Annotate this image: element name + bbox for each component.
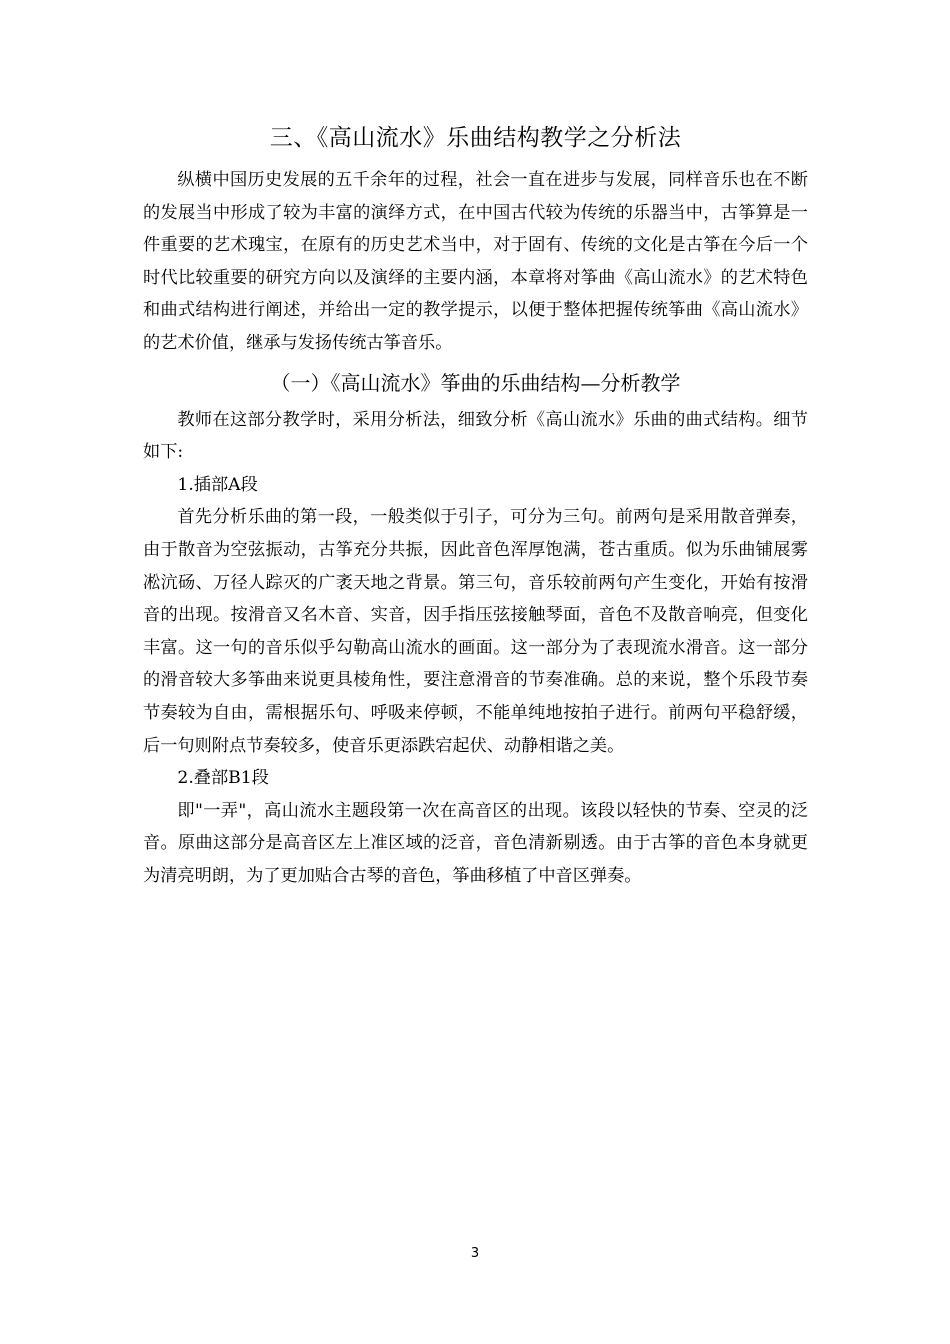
part2-heading: 2.叠部B1段 bbox=[177, 768, 269, 789]
part1-heading: 1.插部A段 bbox=[177, 474, 258, 495]
section-title: （一）《高山流水》筝曲的乐曲结构—分析教学 bbox=[270, 370, 681, 395]
part1-paragraph: 首先分析乐曲的第一段，一般类似于引子，可分为三句。前两句是采用散音弹奏，由于散音为空弦振动，古筝充分共振，因此音色浑厚饱满，苍古重质。似为乐曲铺展雾凇沆砀、万径人踪灭的广袤天地之背景。第三句，音乐较前两句产生变化，开始有按滑音的出现。按滑音又名木音、实音，因手指压弦接触琴面，音色不及散音响亮，但变化丰富。这一句的音乐似乎勾勒高山流水的画面。这一部分为了表现流水滑音。这一部分的滑音较大多筝曲来说更具棱角性，要注意滑音的节奏准确。总的来说，整个乐段节奏节奏较为自由，需根据乐句、呼吸来停顿，不能单纯地按拍子进行。前两句平稳舒缓，后一句则附点节奏较多，使音乐更添跌宕起伏、动静相谐之美。 bbox=[143, 507, 808, 756]
document-page bbox=[143, 118, 808, 892]
chapter-title: 三、《高山流水》乐曲结构教学之分析法 bbox=[269, 125, 682, 151]
part2-paragraph: 即"一弄"，高山流水主题段第一次在高音区的出现。该段以轻快的节奏、空灵的泛音。原曲这部分是高音区左上准区域的泛音，音色清新剔透。由于古筝的音色本身就更为清亮明朗，为了更加贴合古琴的音色，筝曲移植了中音区弹奏。 bbox=[143, 800, 808, 886]
page-number: 3 bbox=[470, 1246, 480, 1261]
section-intro-paragraph: 教师在这部分教学时，采用分析法，细致分析《高山流水》乐曲的曲式结构。细节如下: bbox=[143, 409, 808, 463]
intro-paragraph: 纵横中国历史发展的五千余年的过程，社会一直在进步与发展，同样音乐也在不断的发展当中形成了较为丰富的演绎方式，在中国古代较为传统的乐器当中，古筝算是一件重要的艺术瑰宝，在原有的历史艺术当中，对于固有、传统的文化是古筝在今后一个时代比较重要的研究方向以及演绎的主要内涵，本章将对筝曲《高山流水》的艺术特色和曲式结构进行阐述，并给出一定的教学提示，以便于整体把握传统筝曲《高山流水》的艺术价值，继承与发扬传统古筝音乐。 bbox=[143, 170, 808, 353]
